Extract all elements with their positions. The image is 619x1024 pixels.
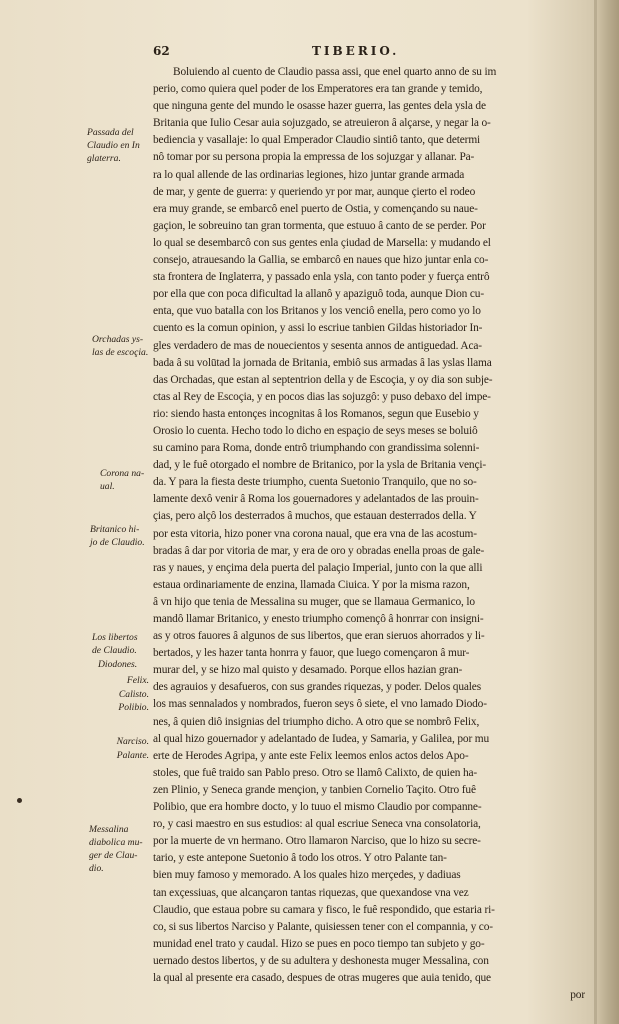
text-line: des agrauios y desafueros, con sus grandes riquezas, y poder. Delos quales [153, 681, 481, 694]
text-line: uernado destos libertos, y de su adultera y deshonesta muger Messalina, con [153, 954, 489, 967]
margin-note-line: Britanico hi- [90, 524, 140, 535]
margin-note-line: ger de Clau- [89, 850, 138, 861]
text-line: cuento es la comun opinion, y assi lo escriue tanbien Gildas historiador In- [153, 322, 483, 335]
margin-note-britanico [90, 523, 145, 549]
text-line: era muy grande, se embarcô enel puerto de Ostia, y començando su naue- [153, 202, 478, 215]
text-line: nes, â quien diô insignias del triumpho dicho. A otro que se nombrô Felix, [153, 715, 480, 728]
text-line: lo qual se desembarcô con sus gentes enla çiudad de Marsella: y mudando el [153, 236, 491, 249]
margin-note-diodones [98, 658, 137, 671]
text-line: que ninguna gente del mundo le osasse hazer guerra, las gentes dela ysla de [153, 100, 486, 113]
text-line: ro, y casi maestro en sus estudios: al qual escriue Seneca vna consolatoria, [153, 818, 481, 831]
text-line: ctas al Rey de Escoçia, y en pocos dias las sojuzgô: y puso debaxo del impe- [153, 390, 491, 403]
margin-note-line: Calisto. [118, 689, 149, 700]
margin-note-line: Passada del [87, 127, 134, 138]
text-line: Polibio, que era hombre docto, y lo tuuo el mismo Claudio por companne- [153, 801, 482, 814]
text-line: munidad enel trato y caudal. Hizo se pues en poco tiempo tan subjeto y go- [153, 937, 485, 950]
text-line: gles verdadero de mas de nouecientos y sesenta annos de antiguedad. Aca- [153, 339, 482, 352]
margin-note-polibio [104, 701, 149, 714]
text-line: murar del, y se hizo mal quisto y desamado. Porque ellos hazian gran- [153, 664, 463, 677]
margin-note-passada [87, 126, 140, 165]
text-line: as y otros fauores â algunos de sus libertos, que eran sieruos ahorrados y li- [153, 630, 485, 643]
text-line: sta frontera de Inglaterra, y passado enla ysla, con tanto poder y fuerça entrô [153, 271, 490, 284]
text-line: consejo, atrauesando la Gallia, se embarcô en naues que hizo juntar enla co- [153, 254, 489, 267]
margin-note-line: dio. [89, 863, 104, 874]
text-line: bien muy famoso y memorado. A los quales hizo merçedes, y dadiuas [153, 869, 461, 882]
text-line: tan exçessiuas, que alcançaron tantas riquezas, que quexandose vna vez [153, 886, 469, 899]
page-edge [597, 0, 619, 1024]
text-line: bediencia y vasallaje: lo qual Emperador Claudio sintiô tanto, que determi [153, 134, 481, 147]
text-line: tario, y este antepone Suetonio â todo los otros. Y otro Palante tan- [153, 852, 447, 865]
running-title: TIBERIO. [312, 44, 400, 58]
margin-note-line: diabolica mu- [89, 837, 143, 848]
margin-note-line: Messalina [89, 824, 129, 835]
text-line: nô tomar por su persona propia la empressa de los sojuzgar y allanar. Pa- [153, 151, 475, 164]
page-number: 62 [153, 44, 170, 58]
catchword: por [570, 989, 585, 1002]
margin-note-felix [104, 674, 149, 687]
margin-note-corona [100, 467, 144, 493]
margin-note-line: de Claudio. [92, 645, 137, 656]
text-line: de mar, y gente de guerra: y queriendo yr por mar, aunque çierto el rodeo [153, 185, 476, 198]
text-line: bada â su volūtad la jornada de Britania, embiô sus armadas â las yslas llama [153, 356, 492, 369]
margin-note-line: Diodones. [98, 659, 138, 670]
text-line: por esta vitoria, hizo poner vna corona naual, que era vna de las acostum- [153, 527, 477, 540]
text-line: erte de Herodes Agripa, y ante este Felix leemos enlos actos delos Apo- [153, 749, 469, 762]
text-line: estaua ordinariamente de enzina, llamada Ciuica. Y por la misma razon, [153, 578, 470, 591]
running-header [150, 44, 450, 64]
margin-note-line: Corona na- [100, 468, 145, 479]
margin-note-line: las de escoçia. [92, 347, 149, 358]
text-line: bertados, y les hazer tanta honrra y fauor, que luego començaron â mur- [153, 647, 470, 660]
text-line: â vn hijo que tenia de Messalina su muger, que se llamaua Germanico, lo [153, 595, 475, 608]
text-line: bradas â dar por vitoria de mar, y era de oro y obradas enella proas de gale- [153, 544, 485, 557]
text-line: co, si sus libertos Narciso y Palante, quisiessen tener con el compannia, y co- [153, 920, 493, 933]
margin-note-line: ual. [100, 481, 115, 492]
text-line: ras y naues, y ençima dela puerta del palaçio Imperial, junto con la que alli [153, 561, 483, 574]
margin-note-calisto [104, 688, 149, 701]
text-line: zen Plinio, y Seneca grande mençion, y tanbien Cornelio Taçito. Otro fuê [153, 783, 476, 796]
binding-hole [17, 798, 22, 803]
text-line: Orosio lo cuenta. Hecho todo lo dicho en espaçio de seys meses se boluiô [153, 424, 478, 437]
text-line: gaçion, le sobreuino tan gran tormenta, que estuuo â canto de se perder. Por [153, 219, 486, 232]
text-line: mandô llamar Britanico, y enesto triumpho començô â honrrar con insigni- [153, 613, 484, 625]
margin-note-line: glaterra. [87, 153, 121, 164]
margin-note-line: Polibio. [118, 702, 149, 713]
text-line: ra lo qual allende de las ordinarias legiones, hizo juntar grande armada [153, 168, 465, 181]
margin-note-libertos [92, 631, 138, 657]
margin-note-line: Palante. [116, 750, 149, 761]
text-line: rio: siendo hasta entonçes incognitas â los Romanos, segun que Eusebio y [153, 407, 479, 420]
text-line: stoles, que fuê traido san Pablo preso. Otro se llamô Calixto, de quien ha- [153, 766, 478, 779]
text-line: Boluiendo al cuento de Claudio passa assi, que enel quarto anno de su im [173, 66, 497, 78]
margin-note-line: Claudio en In [87, 140, 140, 151]
margin-note-line: Orchadas ys- [92, 334, 144, 345]
margin-note-line: jo de Claudio. [90, 537, 145, 548]
margin-note-line: Narciso. [116, 736, 149, 747]
text-line: lamente dexô venir â Roma los gouernadores y adelantados de las prouin- [153, 493, 479, 506]
margin-note-messalina [89, 823, 143, 875]
text-line: por ella que con poca dificultad la allanô y apaziguô toda, aunque Dion cu- [153, 288, 484, 301]
margin-note-line: Felix. [126, 675, 149, 686]
text-line: al qual hizo gouernador y adelantado de Iudea, y Samaria, y Galilea, por mu [153, 732, 490, 745]
text-line: da. Y para la fiesta deste triumpho, cuenta Suetonio Tranquilo, que no so- [153, 476, 477, 489]
margin-note-line: Los libertos [92, 632, 138, 643]
margin-note-palante [100, 749, 149, 762]
text-line: dad, y le fuê otorgado el nombre de Britanico, por la ysla de Britania vençi- [153, 459, 487, 472]
margin-note-orchadas [92, 333, 148, 359]
text-line: enta, que vuo batalla con los Britanos y los venciô enella, pero como yo lo [153, 305, 481, 318]
text-line: Britania que Iulio Cesar auia sojuzgado, se atreuieron â alçarse, y negar la o- [153, 117, 491, 130]
text-line: su camino para Roma, donde entrô triumphando con grandissima solenni- [153, 442, 480, 455]
text-line: los mas sennalados y nombrados, fueron seys ô siete, el vno lamado Diodo- [153, 698, 487, 711]
text-line: por la muerte de vn hermano. Otro llamaron Narciso, que lo hizo su secre- [153, 835, 481, 848]
margin-note-narciso [100, 735, 149, 748]
text-line: das Orchadas, que estan al septentrion della y de Escoçia, y oy dia son subje- [153, 373, 493, 386]
main-text-column [153, 64, 585, 1004]
text-line: perio, como quiera quel poder de los Emperatores era tan grande y temido, [153, 83, 483, 96]
text-line: Claudio, que estaua pobre su camara y fisco, le fuê respondido, que estaria ri- [153, 903, 495, 916]
text-line: la qual al presente era casado, despues de otras mugeres que auia tenido, que [153, 971, 491, 984]
text-line: çias, pero alçô los desterrados â muchos, que estauan desterrados della. Y [153, 510, 477, 523]
